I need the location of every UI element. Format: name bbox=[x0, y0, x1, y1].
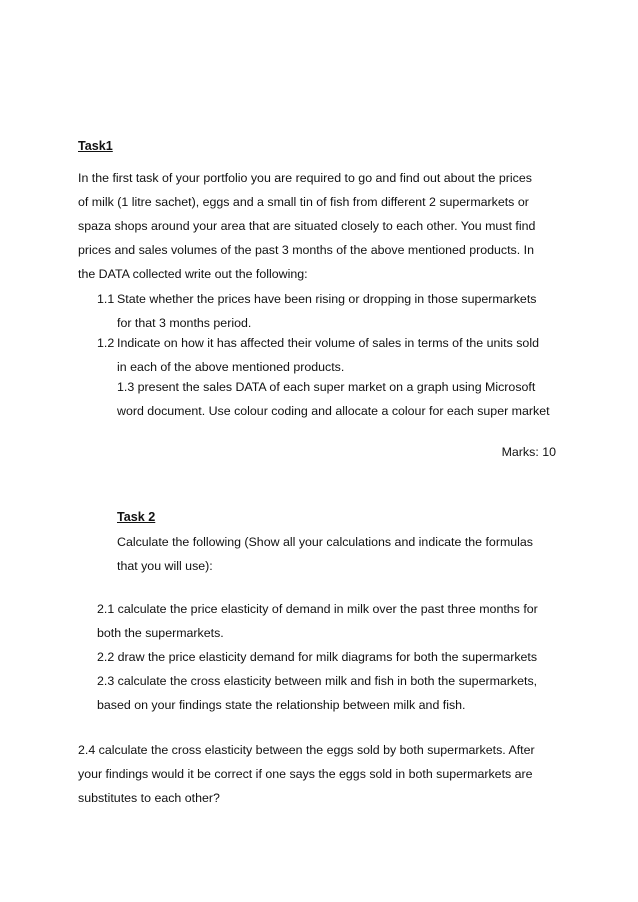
item-number: 1.1 bbox=[97, 292, 115, 306]
text-line: 2.2 draw the price elasticity demand for milk diagrams for both the supermarkets bbox=[97, 650, 538, 664]
text-line: State whether the prices have been rising or dropping in those supermarkets bbox=[117, 292, 537, 306]
text-line: 1.3 present the sales DATA of each super market on a graph using Microsoft bbox=[117, 380, 536, 394]
text-line: of milk (1 litre sachet), eggs and a small tin of fish from different 2 supermarkets or bbox=[78, 195, 529, 209]
text-line: 2.4 calculate the cross elasticity between the eggs sold by both supermarkets. After bbox=[78, 743, 535, 757]
text-line: Indicate on how it has affected their volume of sales in terms of the units sold bbox=[117, 336, 539, 350]
task1-title: Task1 bbox=[78, 139, 113, 153]
task1-item-1-1 bbox=[97, 287, 557, 335]
text-line: that you will use): bbox=[117, 559, 213, 573]
task2-intro bbox=[117, 530, 547, 578]
text-line: Calculate the following (Show all your calculations and indicate the formulas bbox=[117, 535, 533, 549]
text-line: word document. Use colour coding and allocate a colour for each super market bbox=[117, 404, 550, 418]
task1-item-1-2 bbox=[97, 331, 557, 379]
task2-title: Task 2 bbox=[117, 510, 156, 524]
text-line: spaza shops around your area that are situated closely to each other. You must find bbox=[78, 219, 536, 233]
text-line: prices and sales volumes of the past 3 months of the above mentioned products. In bbox=[78, 243, 534, 257]
text-line: 2.1 calculate the price elasticity of demand in milk over the past three months for bbox=[97, 602, 538, 616]
text-line: for that 3 months period. bbox=[117, 316, 252, 330]
task2-question-2-4 bbox=[78, 738, 560, 810]
text-line: your findings would it be correct if one says the eggs sold in both supermarkets are bbox=[78, 767, 533, 781]
text-line: In the first task of your portfolio you are required to go and find out about the prices bbox=[78, 171, 532, 185]
text-line: based on your findings state the relationship between milk and fish. bbox=[97, 698, 466, 712]
task1-item-1-3 bbox=[117, 375, 561, 423]
text-line: both the supermarkets. bbox=[97, 626, 224, 640]
item-number: 1.2 bbox=[97, 336, 115, 350]
task1-intro bbox=[78, 166, 556, 286]
task1-marks: Marks: 10 bbox=[501, 445, 556, 459]
text-line: in each of the above mentioned products. bbox=[117, 360, 345, 374]
text-line: the DATA collected write out the following: bbox=[78, 267, 308, 281]
text-line: substitutes to each other? bbox=[78, 791, 220, 805]
task2-items bbox=[97, 597, 558, 717]
text-line: 2.3 calculate the cross elasticity between milk and fish in both the supermarkets, bbox=[97, 674, 538, 688]
